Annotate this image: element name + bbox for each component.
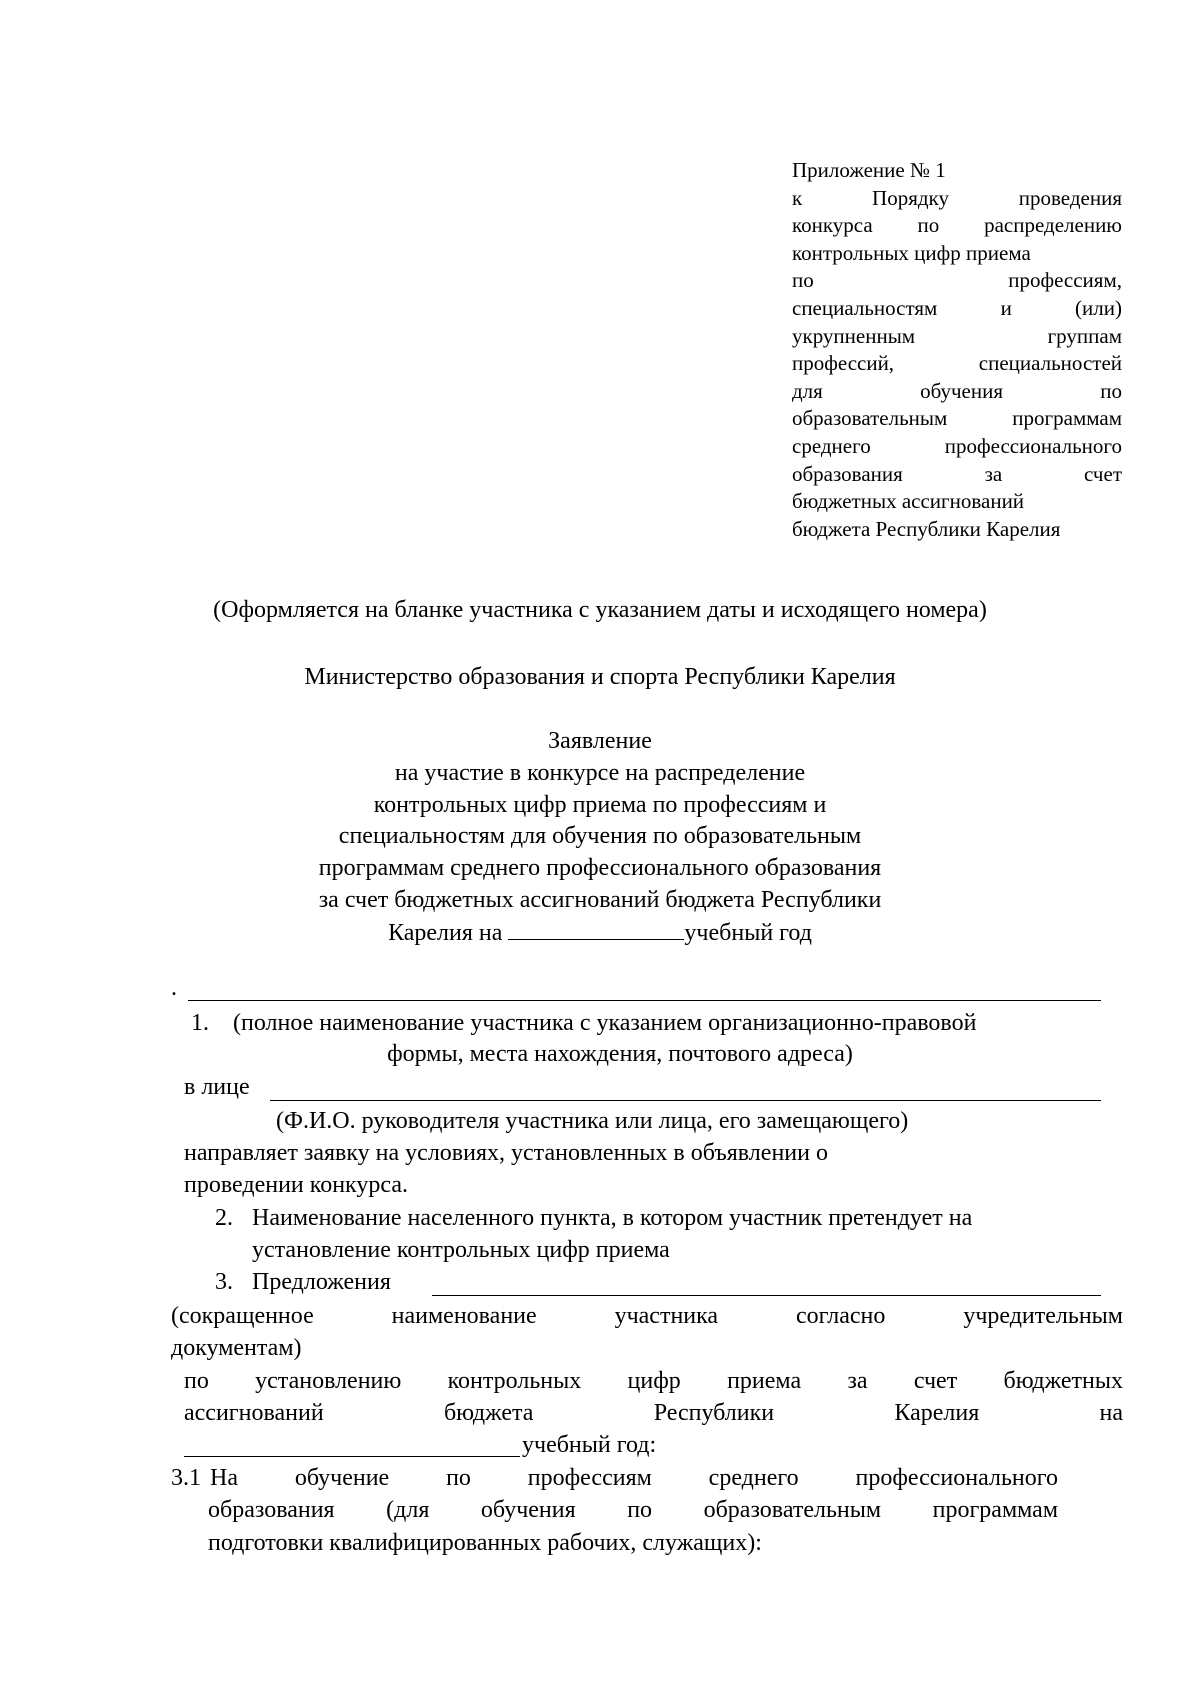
appendix-line: укрупненным группам xyxy=(792,323,1122,348)
academic-year-blank[interactable] xyxy=(508,917,684,940)
statement-line: на участие в конкурсе на распределение xyxy=(394,759,806,786)
appendix-block xyxy=(792,157,1122,543)
item2-line2: установление контрольных цифр приема xyxy=(252,1237,670,1263)
appendix-line: образовательным программам xyxy=(792,406,1122,431)
statement-last-suffix: учебный год xyxy=(684,919,812,946)
item3-caption-line2: документам) xyxy=(171,1335,302,1361)
participant-name-line[interactable] xyxy=(188,1000,1101,1001)
item1-caption-line2: формы, места нахождения, почтового адреса) xyxy=(387,1041,853,1067)
statement-title xyxy=(0,726,1200,950)
item3-text-line3: учебный год: xyxy=(522,1432,657,1458)
appendix-line: среднего профессионального xyxy=(792,433,1122,458)
appendix-line: к Порядку проведения xyxy=(792,185,1122,210)
appendix-line: профессий, специальностей xyxy=(792,351,1122,376)
representative-text-line2: проведении конкурса. xyxy=(184,1172,408,1198)
statement-last-line xyxy=(0,917,1200,950)
appendix-line: бюджетных ассигнований xyxy=(792,489,1025,514)
form-note: (Оформляется на бланке участника с указанием даты и исходящего номера) xyxy=(213,597,987,623)
representative-caption: (Ф.И.О. руководителя участника или лица, его замещающего) xyxy=(276,1108,909,1134)
item3-number: 3. xyxy=(215,1269,233,1295)
appendix-line: контрольных цифр приема xyxy=(792,240,1031,265)
appendix-line: специальностям и (или) xyxy=(792,295,1122,320)
item3-label: Предложения xyxy=(252,1269,391,1295)
item2-line1: Наименование населенного пункта, в котором участник претендует на xyxy=(252,1205,973,1231)
ministry-name: Министерство образования и спорта Республики Карелия xyxy=(304,664,896,690)
statement-line: контрольных цифр приема по профессиям и xyxy=(373,791,827,818)
proposal-year-line[interactable] xyxy=(184,1456,520,1457)
appendix-line: бюджета Республики Карелия xyxy=(792,516,1061,541)
appendix-line: по профессиям, xyxy=(792,268,1122,293)
item31-number: 3.1 xyxy=(171,1465,201,1491)
item2-number: 2. xyxy=(215,1205,233,1231)
representative-label: в лице xyxy=(184,1074,250,1100)
representative-name-line[interactable] xyxy=(270,1100,1101,1101)
item3-caption-line1: (сокращенное наименование участника согласно учредительным xyxy=(171,1303,1123,1329)
statement-line: программам среднего профессионального образования xyxy=(318,855,882,882)
statement-line: специальностям для обучения по образовательным xyxy=(338,823,862,850)
statement-heading: Заявление xyxy=(548,728,652,754)
representative-text-line1: направляет заявку на условиях, установленных в объявлении о xyxy=(184,1140,828,1166)
statement-last-prefix: Карелия на xyxy=(388,919,509,946)
appendix-line: для обучения по xyxy=(792,378,1122,403)
item1-dot: . xyxy=(171,975,177,1001)
item3-text-line1: по установлению контрольных цифр приема за счет бюджетных xyxy=(184,1368,1123,1394)
appendix-line: Приложение № 1 xyxy=(792,158,946,182)
item3-text-line2: ассигнований бюджета Республики Карелия на xyxy=(184,1400,1123,1426)
appendix-line: образования за счет xyxy=(792,461,1122,486)
proposals-line[interactable] xyxy=(432,1295,1101,1296)
item31-line1: На обучение по профессиям среднего профессионального xyxy=(210,1465,1058,1491)
item31-line2: образования (для обучения по образовательным программам xyxy=(208,1497,1058,1523)
item1-number: 1. xyxy=(191,1010,209,1036)
statement-line: за счет бюджетных ассигнований бюджета Республики xyxy=(318,886,882,913)
appendix-line: конкурса по распределению xyxy=(792,213,1122,238)
item31-line3: подготовки квалифицированных рабочих, служащих): xyxy=(208,1530,762,1556)
item1-caption-line1: (полное наименование участника с указанием организационно-правовой xyxy=(233,1010,977,1036)
